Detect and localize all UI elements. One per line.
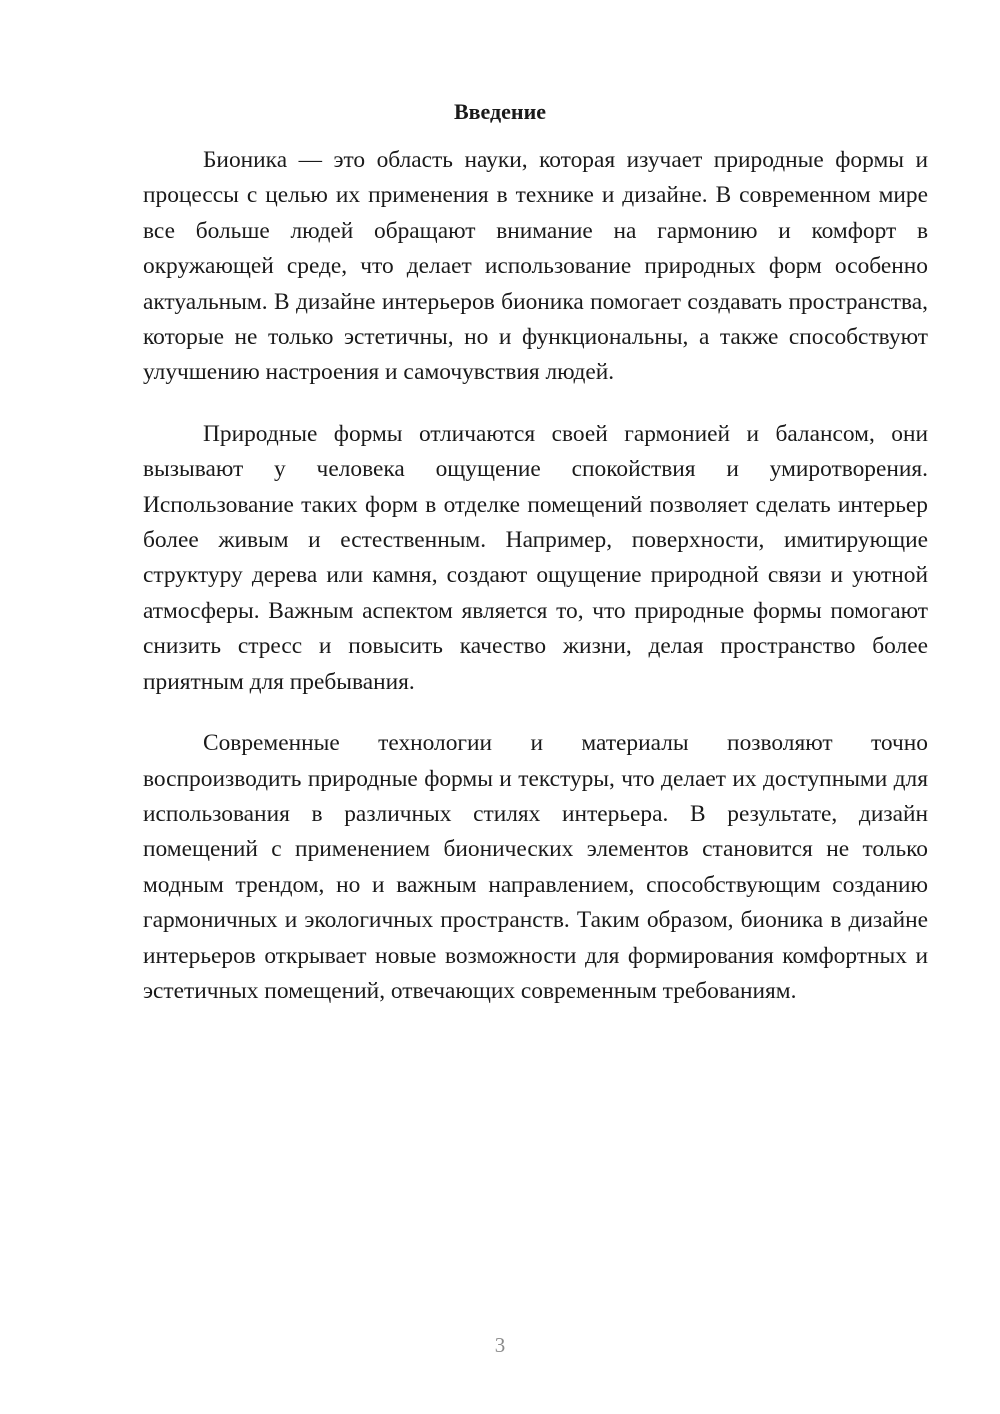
paragraph-1: Бионика — это область науки, которая изучает природные формы и процессы с целью их применения в технике и дизайне. В современном мире все больше людей обращают внимание на гармонию и комфорт в окружающей среде, что делает использование природных форм особенно актуальным. В дизайне интерьеров бионика помогает создавать пространства, которые не только эстетичны, но и функциональны, а также способствуют улучшению настроения и самочувствия людей. (143, 147, 928, 386)
page-number: 3 (494, 1333, 506, 1357)
paragraph-2: Природные формы отличаются своей гармонией и балансом, они вызывают у человека ощущение спокойствия и умиротворения. Использование таких форм в отделке помещений позволяет сделать интерьер более живым и естественным. Например, поверхности, имитирующие структуру дерева или камня, создают ощущение природной связи и уютной атмосферы. Важным аспектом является то, что природные формы помогают снизить стресс и повысить качество жизни, делая пространство более приятным для пребывания. (143, 420, 928, 695)
document-body (143, 143, 928, 1035)
page-title: Введение (453, 99, 547, 124)
paragraph-3: Современные технологии и материалы позволяют точно воспроизводить природные формы и текстуры, что делает их доступными для использования в различных стилях интерьера. В результате, дизайн помещений с применением бионических элементов становится не только модным трендом, но и важным направлением, способствующим созданию гармоничных и экологичных пространств. Таким образом, бионика в дизайне интерьеров открывает новые возможности для формирования комфортных и эстетичных помещений, отвечающих современным требованиям. (143, 730, 928, 1004)
